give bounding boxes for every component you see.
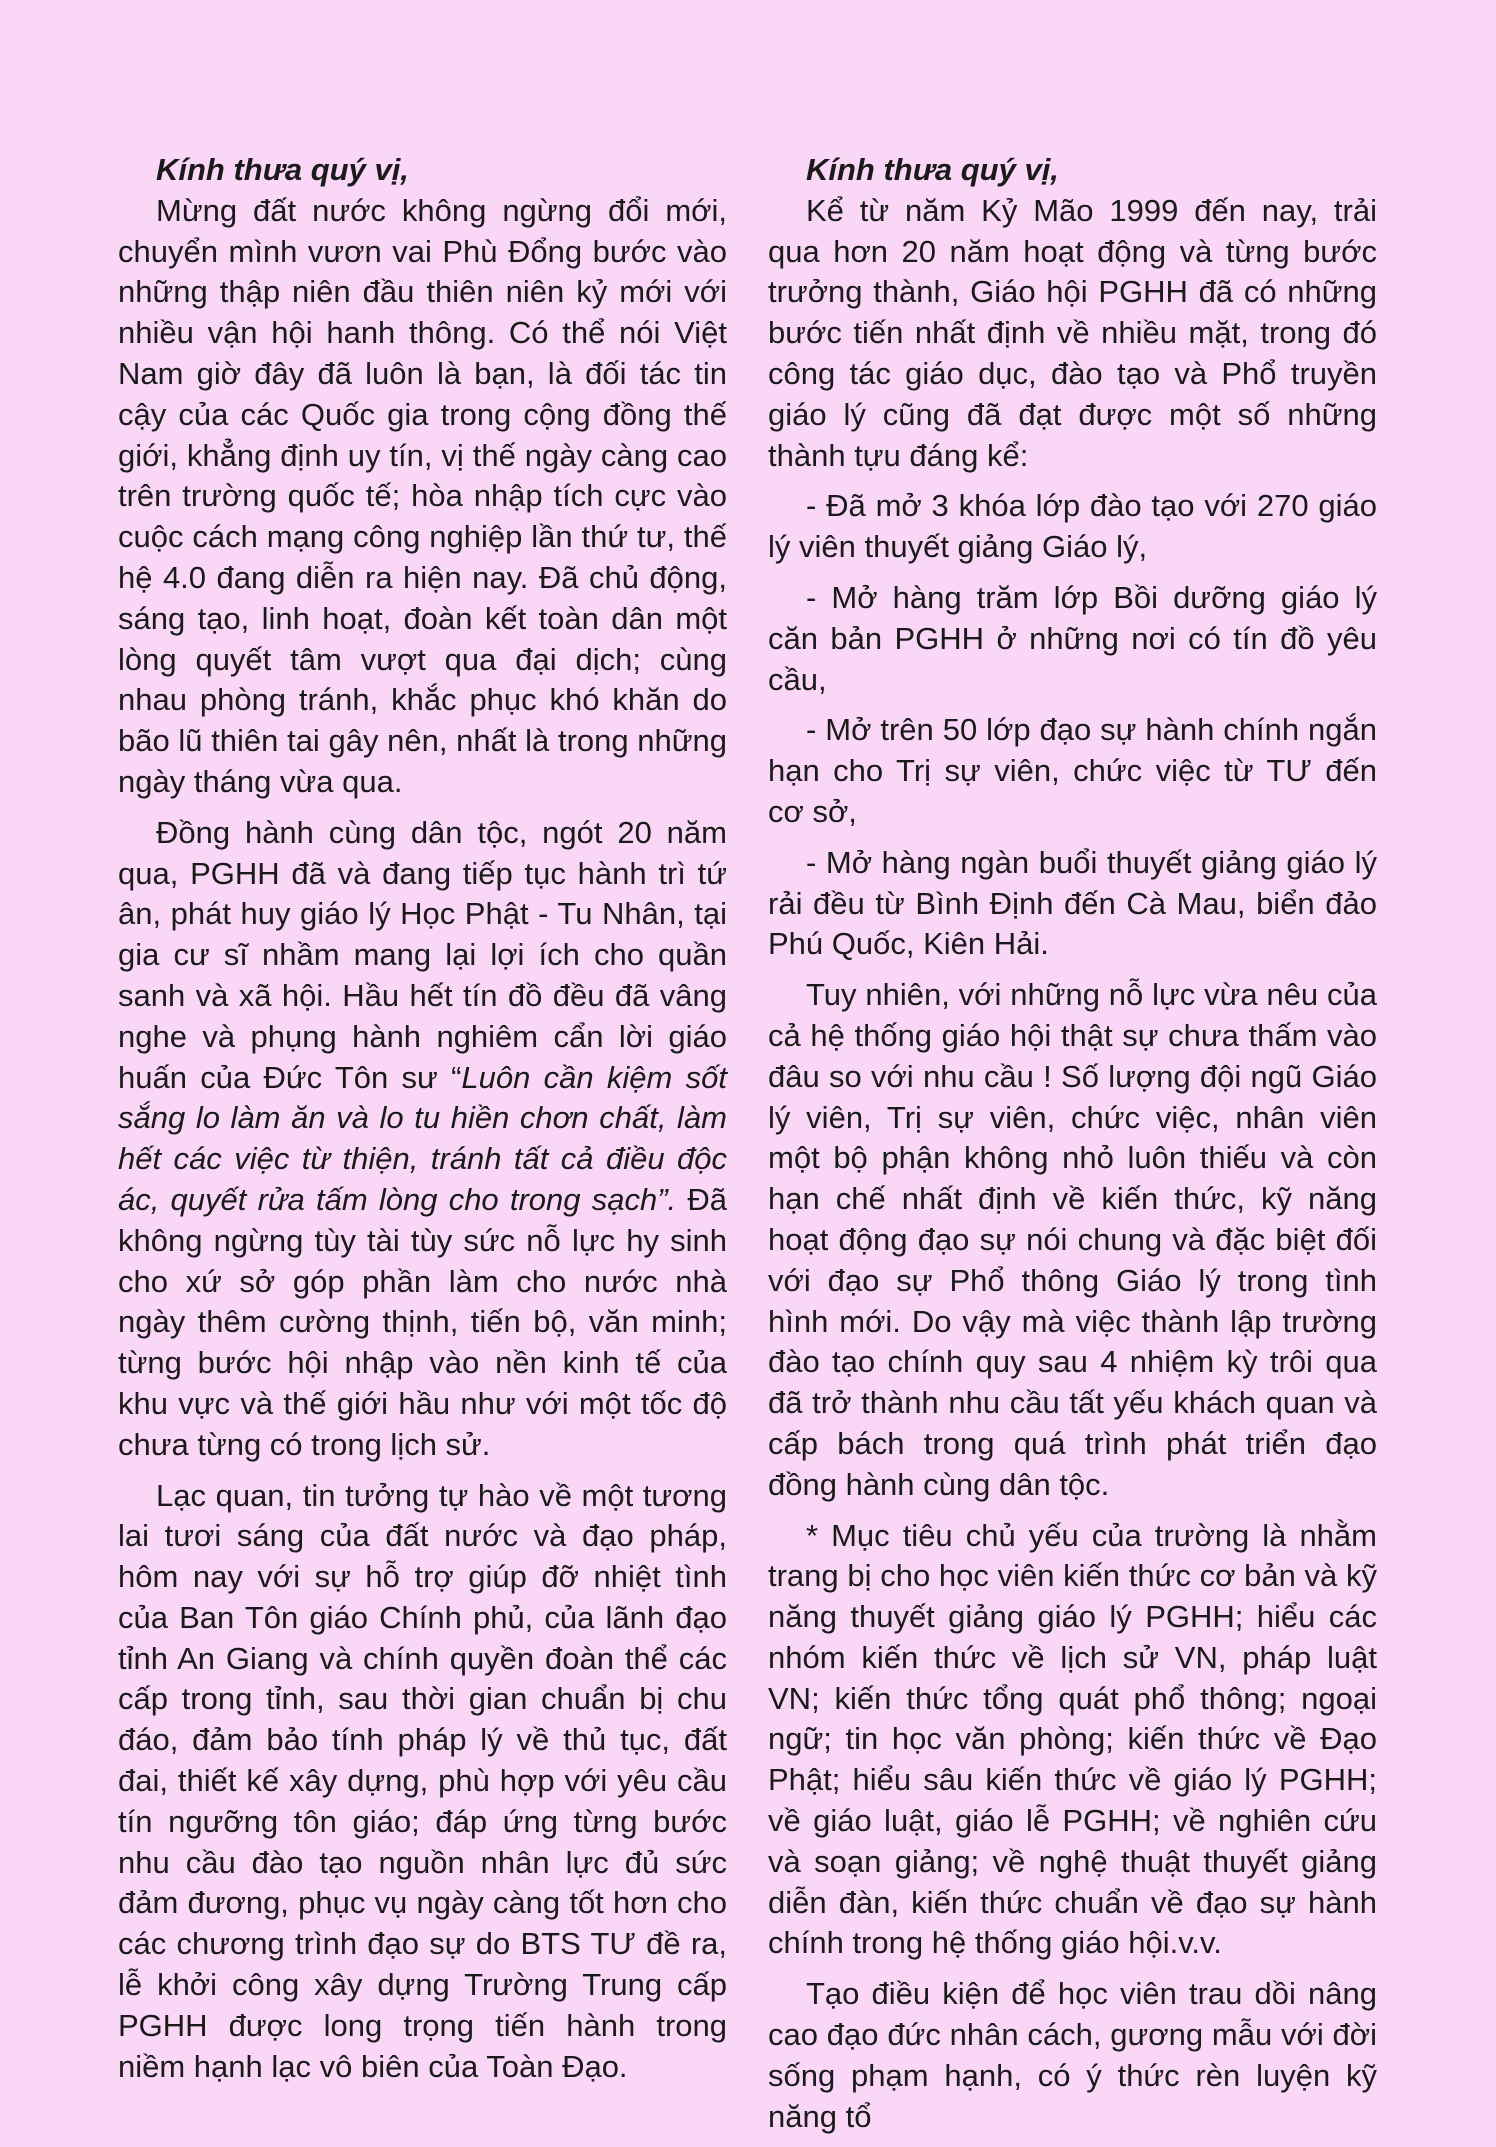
left-paragraph-1: Mừng đất nước không ngừng đổi mới, chuyển mình vươn vai Phù Đổng bước vào những thập niên đầu thiên niên kỷ mới với nhiều vận hội hanh thông. Có thể nói Việt Nam giờ đây đã luôn là bạn, là đối tác tin cậy của các Quốc gia trong cộng đồng thế giới, khẳng định uy tín, vị thế ngày càng cao trên trường quốc tế; hòa nhập tích cực vào cuộc cách mạng công nghiệp lần thứ tư, thế hệ 4.0 đang diễn ra hiện nay. Đã chủ động, sáng tạo, linh hoạt, đoàn kết toàn dân một lòng quyết tâm vượt qua đại dịch; cùng nhau phòng tránh, khắc phục khó khăn do bão lũ thiên tai gây nên, nhất là trong những ngày tháng vừa qua. xyxy=(118,192,727,799)
left-column xyxy=(118,150,727,2097)
right-column xyxy=(768,150,1377,2147)
right-list-item-4: - Mở hàng ngàn buổi thuyết giảng giáo lý rải đều từ Bình Định đến Cà Mau, biển đảo Phú Quốc, Kiên Hải. xyxy=(768,844,1377,962)
right-paragraph-4: Tạo điều kiện để học viên trau dồi nâng cao đạo đức nhân cách, gương mẫu với đời sống phạm hạnh, có ý thức rèn luyện kỹ năng tổ xyxy=(768,1976,1377,2134)
left-heading: Kính thưa quý vị, xyxy=(156,152,409,187)
left-paragraph-2-text-end: Đã không ngừng tùy tài tùy sức nỗ lực hy sinh cho xứ sở góp phần làm cho nước nhà ngày thêm cường thịnh, tiến bộ, văn minh; từng bước hội nhập vào nền kinh tế của khu vực và thế giới hầu như với một tốc độ chưa từng có trong lịch sử. xyxy=(118,1181,727,1462)
right-paragraph-3: * Mục tiêu chủ yếu của trường là nhằm trang bị cho học viên kiến thức cơ bản và kỹ năng thuyết giảng giáo lý PGHH; hiểu các nhóm kiến thức về lịch sử VN, pháp luật VN; kiến thức tổng quát phổ thông; ngoại ngữ; tin học văn phòng; kiến thức về Đạo Phật; hiểu sâu kiến thức về giáo lý PGHH; về giáo luật, giáo lễ PGHH; về nghiên cứu và soạn giảng; về nghệ thuật thuyết giảng diễn đàn, kiến thức chuẩn về đạo sự hành chính trong hệ thống giáo hội.v.v. xyxy=(768,1517,1377,1961)
left-paragraph-2-text: Đồng hành cùng dân tộc, ngót 20 năm qua, PGHH đã và đang tiếp tục hành trì tứ ân, phát huy giáo lý Học Phật - Tu Nhân, tại gia cư sĩ nhầm mang lại lợi ích cho quần sanh và xã hội. Hầu hết tín đồ đều đã vâng nghe và phụng hành nghiêm cẩn lời giáo huấn của Đức Tôn sư “ xyxy=(118,814,727,1095)
right-paragraph-1: Kể từ năm Kỷ Mão 1999 đến nay, trải qua hơn 20 năm hoạt động và từng bước trưởng thành, Giáo hội PGHH đã có những bước tiến nhất định về nhiều mặt, trong đó công tác giáo dục, đào tạo và Phổ truyền giáo lý cũng đã đạt được một số những thành tựu đáng kể: xyxy=(768,192,1377,473)
left-paragraph-2-quote: Luôn cần kiệm sốt sắng lo làm ăn và lo tu hiền chơn chất, làm hết các việc từ thiện, tránh tất cả điều độc ác, quyết rửa tấm lòng cho trong sạch”. xyxy=(118,1059,727,1217)
right-heading: Kính thưa quý vị, xyxy=(806,152,1059,187)
left-paragraph-2 xyxy=(118,813,727,1466)
right-list-item-3: - Mở trên 50 lớp đạo sự hành chính ngắn hạn cho Trị sự viên, chức việc từ TƯ đến cơ sở, xyxy=(768,712,1377,829)
left-paragraph-3: Lạc quan, tin tưởng tự hào về một tương lai tươi sáng của đất nước và đạo pháp, hôm nay với sự hỗ trợ giúp đỡ nhiệt tình của Ban Tôn giáo Chính phủ, của lãnh đạo tỉnh An Giang và chính quyền đoàn thể các cấp trong tỉnh, sau thời gian chuẩn bị chu đáo, đảm bảo tính pháp lý về thủ tục, đất đai, thiết kế xây dựng, phù hợp với yêu cầu tín ngưỡng tôn giáo; đáp ứng từng bước nhu cầu đào tạo nguồn nhân lực đủ sức đảm đương, phục vụ ngày càng tốt hơn cho các chương trình đạo sự do BTS TƯ đề ra, lễ khởi công xây dựng Trường Trung cấp PGHH được long trọng tiến hành trong niềm hạnh lạc vô biên của Toàn Đạo. xyxy=(118,1477,727,2084)
right-list-item-1: - Đã mở 3 khóa lớp đào tạo với 270 giáo lý viên thuyết giảng Giáo lý, xyxy=(768,488,1377,565)
right-list-item-2: - Mở hàng trăm lớp Bồi dưỡng giáo lý căn bản PGHH ở những nơi có tín đồ yêu cầu, xyxy=(768,579,1377,697)
right-paragraph-2: Tuy nhiên, với những nỗ lực vừa nêu của cả hệ thống giáo hội thật sự chưa thấm vào đâu so với nhu cầu ! Số lượng đội ngũ Giáo lý viên, Trị sự viên, chức việc, nhân viên một bộ phận không nhỏ luôn thiếu và còn hạn chế nhất định về kiến thức, kỹ năng hoạt động đạo sự nói chung và đặc biệt đối với đạo sự Phổ thông Giáo lý trong tình hình mới. Do vậy mà việc thành lập trường đào tạo chính quy sau 4 nhiệm kỳ trôi qua đã trở thành nhu cầu tất yếu khách quan và cấp bách trong quá trình phát triển đạo đồng hành cùng dân tộc. xyxy=(768,977,1377,1502)
